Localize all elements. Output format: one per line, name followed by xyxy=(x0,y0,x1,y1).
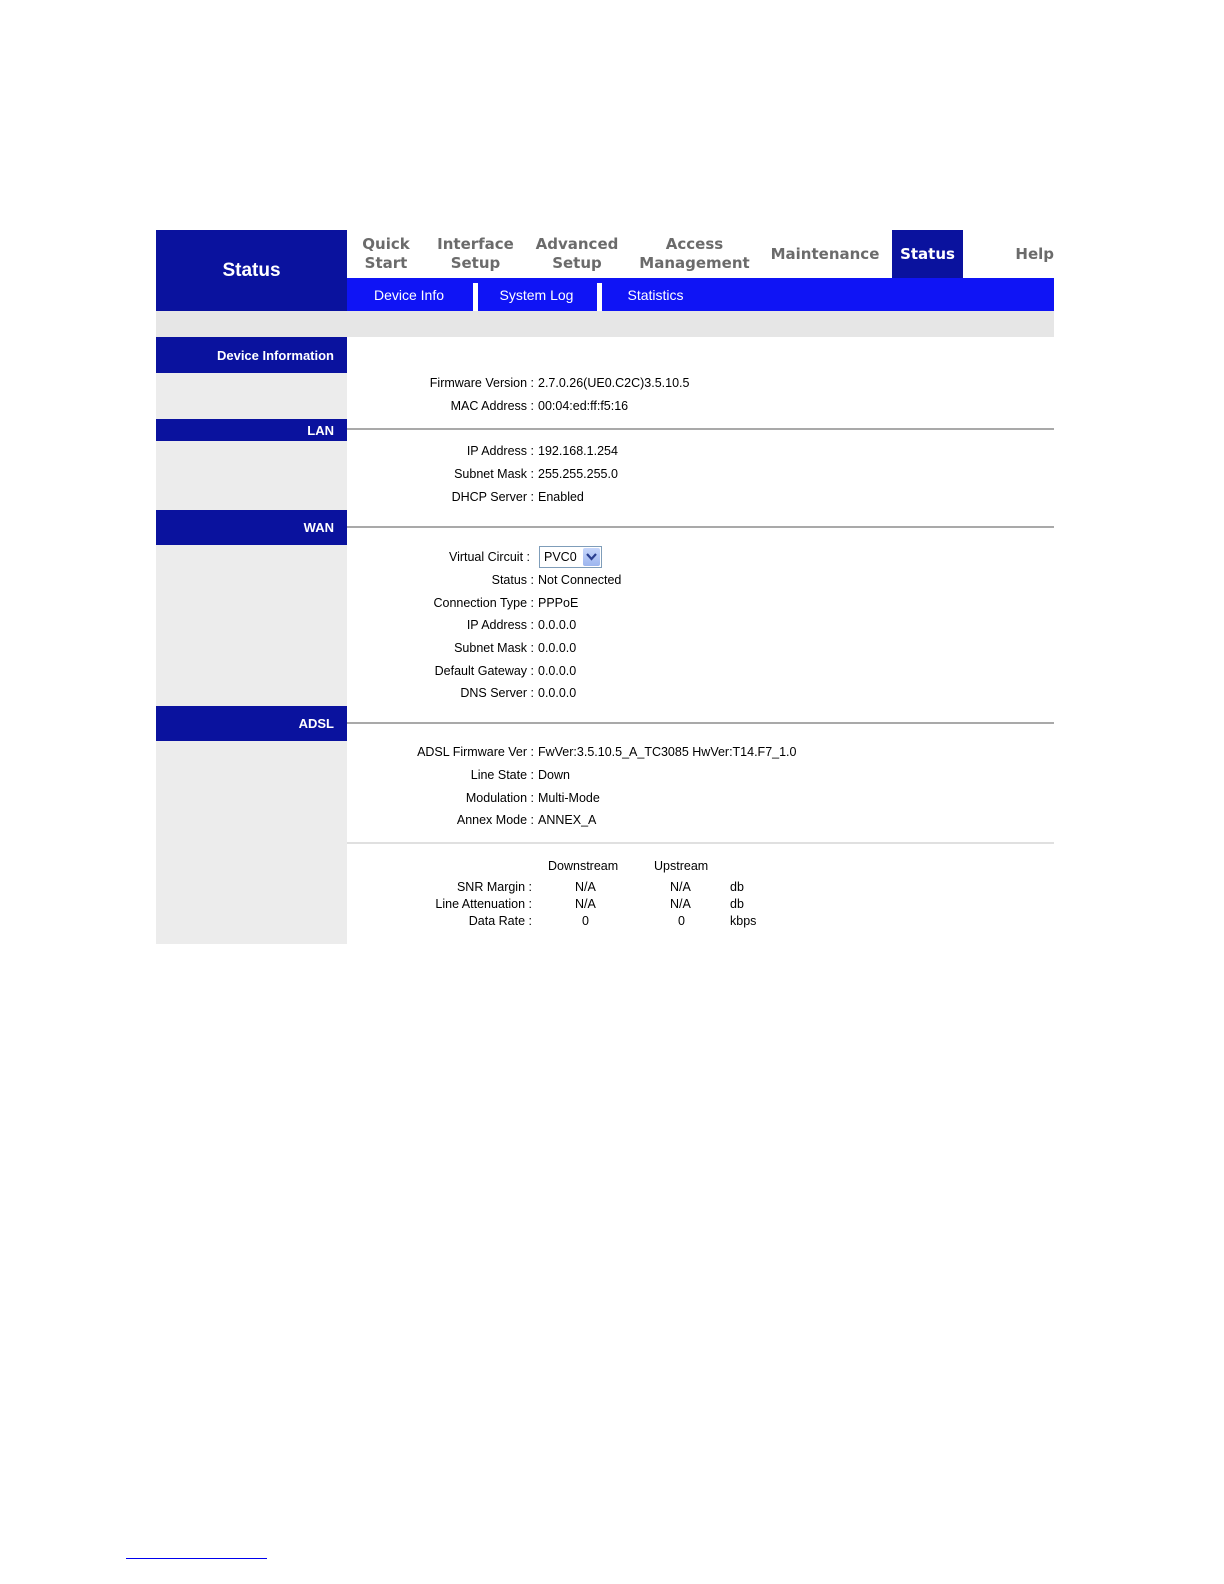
tab-access-management[interactable] xyxy=(632,230,757,278)
wan-ip-label: IP Address : xyxy=(466,618,534,632)
stats-cell-down: N/A xyxy=(575,897,596,911)
tab-label-line1: Interface xyxy=(437,235,514,253)
wan-status-label: Status : xyxy=(491,573,534,587)
lan-ip-row xyxy=(347,444,1054,464)
firmware-version-label: Firmware Version : xyxy=(429,376,534,390)
firmware-version-value: 2.7.0.26(UE0.C2C)3.5.10.5 xyxy=(538,376,690,390)
wan-connection-type-value: PPPoE xyxy=(538,596,579,610)
section-header-lan: LAN xyxy=(156,419,347,441)
tab-label-line1: Maintenance xyxy=(770,244,880,263)
stats-cell-unit: db xyxy=(730,897,744,911)
wan-status-value: Not Connected xyxy=(538,573,622,587)
wan-ip-row xyxy=(347,618,1054,638)
adsl-line-state-value: Down xyxy=(538,768,570,782)
adsl-modulation-value: Multi-Mode xyxy=(538,791,600,805)
wan-dns-label: DNS Server : xyxy=(460,686,534,700)
lan-ip-label: IP Address : xyxy=(466,444,534,458)
adsl-annex-value: ANNEX_A xyxy=(538,813,597,827)
wan-gateway-row xyxy=(347,664,1054,684)
wan-gateway-label: Default Gateway : xyxy=(434,664,534,678)
subtab-statistics[interactable]: Statistics xyxy=(627,287,684,303)
firmware-version-row xyxy=(347,376,1054,396)
adsl-firmware-row xyxy=(347,745,1054,765)
lan-mask-label: Subnet Mask : xyxy=(454,467,534,481)
wan-mask-label: Subnet Mask : xyxy=(454,641,534,655)
stats-cell-up: N/A xyxy=(670,897,691,911)
lan-dhcp-value: Enabled xyxy=(538,490,584,504)
stats-cell-up: 0 xyxy=(678,914,685,928)
section-header-adsl: ADSL xyxy=(156,706,347,741)
lan-mask-row xyxy=(347,467,1054,487)
wan-mask-value: 0.0.0.0 xyxy=(538,641,577,655)
tab-label-line1: Help xyxy=(1015,244,1054,263)
chevron-down-icon[interactable] xyxy=(583,548,600,566)
lan-dhcp-row xyxy=(347,490,1054,510)
page-brand-title: Status xyxy=(156,230,347,311)
footnote-separator-line xyxy=(126,1558,267,1559)
lan-dhcp-label: DHCP Server : xyxy=(451,490,534,504)
section-header-device-information: Device Information xyxy=(156,337,347,373)
wan-mask-row xyxy=(347,641,1054,661)
tab-help[interactable] xyxy=(997,230,1054,278)
adsl-modulation-row xyxy=(347,791,1054,811)
wan-gateway-value: 0.0.0.0 xyxy=(538,664,577,678)
virtual-circuit-select[interactable] xyxy=(539,546,602,568)
wan-connection-type-row xyxy=(347,596,1054,616)
tab-maintenance[interactable] xyxy=(765,230,885,278)
tab-label-line2: Management xyxy=(639,254,750,272)
tab-label-line1: Advanced xyxy=(535,235,619,253)
router-status-page xyxy=(156,230,1054,944)
stats-row-label: Line Attenuation : xyxy=(435,897,532,911)
stats-cell-down: N/A xyxy=(575,880,596,894)
tab-label-line2: Setup xyxy=(450,254,501,272)
section-divider xyxy=(347,722,1054,724)
tab-label-line1: Status xyxy=(900,244,955,263)
adsl-modulation-label: Modulation : xyxy=(465,791,534,805)
tab-label-line1: Quick xyxy=(362,235,410,253)
virtual-circuit-value: PVC0 xyxy=(544,550,577,564)
adsl-annex-row xyxy=(347,813,1054,833)
stats-header-downstream: Downstream xyxy=(548,859,619,873)
adsl-firmware-label: ADSL Firmware Ver : xyxy=(417,745,534,759)
mac-address-value: 00:04:ed:ff:f5:16 xyxy=(538,399,629,413)
stats-cell-down: 0 xyxy=(582,914,589,928)
tab-label-line2: Setup xyxy=(552,254,602,272)
stats-row-label: SNR Margin : xyxy=(456,880,532,894)
wan-vc-row xyxy=(347,550,1054,570)
adsl-firmware-value: FwVer:3.5.10.5_A_TC3085 HwVer:T14.F7_1.0 xyxy=(538,745,797,759)
wan-dns-value: 0.0.0.0 xyxy=(538,686,577,700)
adsl-annex-label: Annex Mode : xyxy=(456,813,534,827)
section-header-wan: WAN xyxy=(156,510,347,545)
tab-label-line2: Start xyxy=(364,254,408,272)
wan-status-row xyxy=(347,573,1054,593)
wan-vc-label: Virtual Circuit : xyxy=(448,550,530,564)
adsl-line-state-row xyxy=(347,768,1054,788)
lan-mask-value: 255.255.255.0 xyxy=(538,467,618,481)
top-nav xyxy=(347,230,1054,278)
tab-status[interactable] xyxy=(892,230,963,278)
stats-header-upstream: Upstream xyxy=(654,859,709,873)
adsl-line-state-label: Line State : xyxy=(470,768,534,782)
subtab-system-log[interactable]: System Log xyxy=(499,287,574,303)
subtab-device-info[interactable]: Device Info xyxy=(373,287,445,303)
mac-address-label: MAC Address : xyxy=(450,399,534,413)
stats-cell-up: N/A xyxy=(670,880,691,894)
section-divider xyxy=(347,526,1054,528)
tab-quick-start[interactable] xyxy=(352,230,420,278)
lan-ip-value: 192.168.1.254 xyxy=(538,444,618,458)
stats-divider xyxy=(347,842,1054,844)
mac-address-row xyxy=(347,399,1054,419)
wan-connection-type-label: Connection Type : xyxy=(433,596,534,610)
sub-nav xyxy=(347,278,1054,311)
stats-row-label: Data Rate : xyxy=(468,914,532,928)
stats-cell-unit: kbps xyxy=(730,914,757,928)
section-divider xyxy=(347,428,1054,430)
wan-ip-value: 0.0.0.0 xyxy=(538,618,577,632)
header-spacer-bar xyxy=(156,311,1054,337)
tab-interface-setup[interactable] xyxy=(430,230,521,278)
tab-advanced-setup[interactable] xyxy=(528,230,626,278)
wan-dns-row xyxy=(347,686,1054,706)
tab-label-line1: Access xyxy=(665,235,724,253)
stats-cell-unit: db xyxy=(730,880,744,894)
